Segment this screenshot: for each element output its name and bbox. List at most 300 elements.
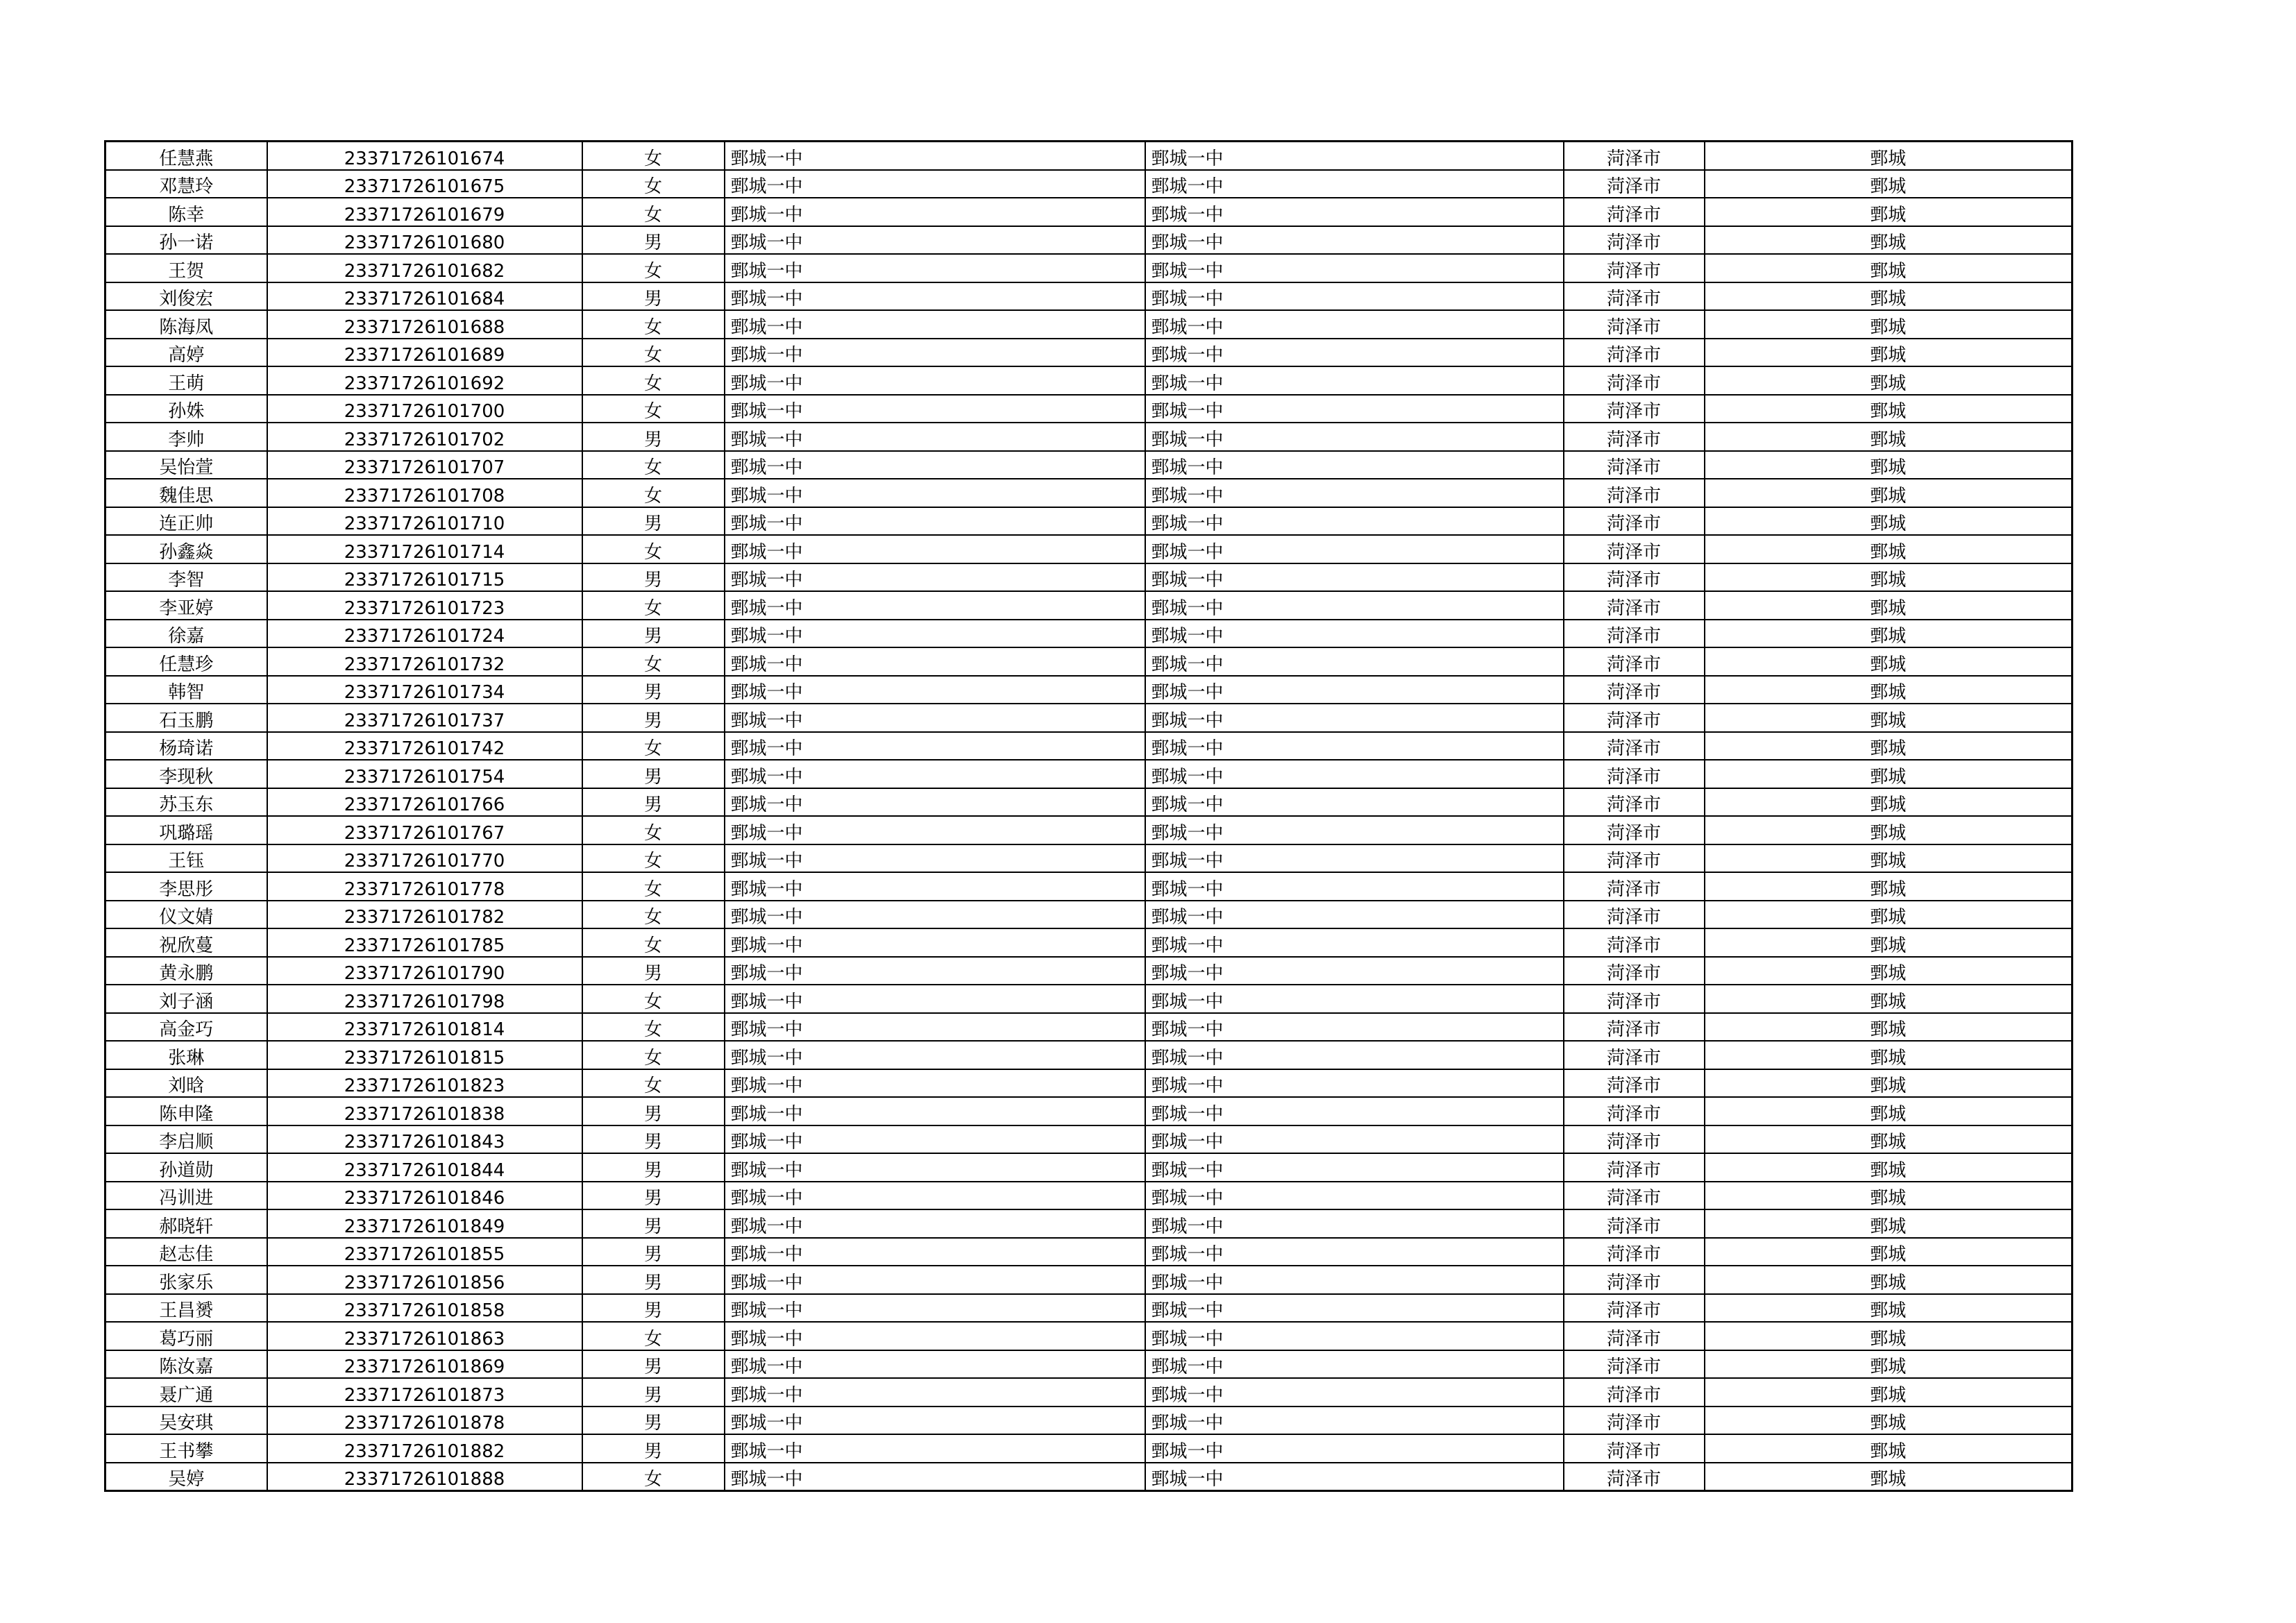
registration-site-cell: 鄄城一中 xyxy=(1145,1407,1564,1435)
exam-number-cell: 23371726101679 xyxy=(267,198,582,226)
school-cell: 鄄城一中 xyxy=(725,620,1145,648)
school-cell: 鄄城一中 xyxy=(725,395,1145,423)
exam-number-cell: 23371726101675 xyxy=(267,170,582,198)
exam-number-cell: 23371726101766 xyxy=(267,788,582,817)
gender-cell: 男 xyxy=(582,1238,725,1266)
registration-site-cell: 鄄城一中 xyxy=(1145,1153,1564,1182)
county-cell: 鄄城 xyxy=(1705,198,2073,226)
gender-cell: 男 xyxy=(582,563,725,592)
student-name-cell: 连正帅 xyxy=(105,507,267,536)
gender-cell: 女 xyxy=(582,366,725,395)
registration-site-cell: 鄄城一中 xyxy=(1145,226,1564,255)
county-cell: 鄄城 xyxy=(1705,1097,2073,1125)
county-cell: 鄄城 xyxy=(1705,282,2073,311)
gender-cell: 女 xyxy=(582,339,725,367)
city-cell: 菏泽市 xyxy=(1564,451,1705,479)
table-row xyxy=(105,1407,2073,1435)
city-cell: 菏泽市 xyxy=(1564,1322,1705,1350)
county-cell: 鄄城 xyxy=(1705,1350,2073,1379)
gender-cell: 女 xyxy=(582,1322,725,1350)
registration-site-cell: 鄄城一中 xyxy=(1145,1125,1564,1154)
school-cell: 鄄城一中 xyxy=(725,1266,1145,1294)
school-cell: 鄄城一中 xyxy=(725,1013,1145,1042)
gender-cell: 男 xyxy=(582,1294,725,1323)
gender-cell: 男 xyxy=(582,1153,725,1182)
county-cell: 鄄城 xyxy=(1705,1125,2073,1154)
school-cell: 鄄城一中 xyxy=(725,1125,1145,1154)
city-cell: 菏泽市 xyxy=(1564,985,1705,1013)
exam-number-cell: 23371726101856 xyxy=(267,1266,582,1294)
registration-site-cell: 鄄城一中 xyxy=(1145,395,1564,423)
school-cell: 鄄城一中 xyxy=(725,1378,1145,1407)
gender-cell: 女 xyxy=(582,872,725,901)
county-cell: 鄄城 xyxy=(1705,142,2073,170)
county-cell: 鄄城 xyxy=(1705,1266,2073,1294)
student-name-cell: 吴怡萱 xyxy=(105,451,267,479)
county-cell: 鄄城 xyxy=(1705,816,2073,844)
gender-cell: 女 xyxy=(582,591,725,620)
school-cell: 鄄城一中 xyxy=(725,451,1145,479)
exam-number-cell: 23371726101873 xyxy=(267,1378,582,1407)
city-cell: 菏泽市 xyxy=(1564,957,1705,985)
city-cell: 菏泽市 xyxy=(1564,395,1705,423)
registration-site-cell: 鄄城一中 xyxy=(1145,423,1564,451)
table-row xyxy=(105,282,2073,311)
school-cell: 鄄城一中 xyxy=(725,1182,1145,1210)
exam-number-cell: 23371726101680 xyxy=(267,226,582,255)
county-cell: 鄄城 xyxy=(1705,704,2073,732)
school-cell: 鄄城一中 xyxy=(725,563,1145,592)
city-cell: 菏泽市 xyxy=(1564,1069,1705,1098)
school-cell: 鄄城一中 xyxy=(725,366,1145,395)
city-cell: 菏泽市 xyxy=(1564,423,1705,451)
exam-number-cell: 23371726101707 xyxy=(267,451,582,479)
gender-cell: 女 xyxy=(582,535,725,563)
exam-number-cell: 23371726101723 xyxy=(267,591,582,620)
gender-cell: 女 xyxy=(582,198,725,226)
student-name-cell: 王钰 xyxy=(105,844,267,873)
city-cell: 菏泽市 xyxy=(1564,1463,1705,1491)
table-row xyxy=(105,901,2073,929)
exam-number-cell: 23371726101815 xyxy=(267,1041,582,1069)
student-name-cell: 陈申隆 xyxy=(105,1097,267,1125)
table-row xyxy=(105,1350,2073,1379)
exam-number-cell: 23371726101724 xyxy=(267,620,582,648)
city-cell: 菏泽市 xyxy=(1564,142,1705,170)
registration-site-cell: 鄄城一中 xyxy=(1145,198,1564,226)
school-cell: 鄄城一中 xyxy=(725,1097,1145,1125)
student-name-cell: 张琳 xyxy=(105,1041,267,1069)
gender-cell: 男 xyxy=(582,620,725,648)
school-cell: 鄄城一中 xyxy=(725,816,1145,844)
registration-site-cell: 鄄城一中 xyxy=(1145,1069,1564,1098)
exam-number-cell: 23371726101843 xyxy=(267,1125,582,1154)
table-row xyxy=(105,1266,2073,1294)
gender-cell: 女 xyxy=(582,254,725,282)
registration-site-cell: 鄄城一中 xyxy=(1145,339,1564,367)
city-cell: 菏泽市 xyxy=(1564,1294,1705,1323)
table-row xyxy=(105,479,2073,507)
student-name-cell: 冯训进 xyxy=(105,1182,267,1210)
table-row xyxy=(105,339,2073,367)
student-name-cell: 孙姝 xyxy=(105,395,267,423)
table-row xyxy=(105,310,2073,339)
registration-site-cell: 鄄城一中 xyxy=(1145,928,1564,957)
exam-number-cell: 23371726101869 xyxy=(267,1350,582,1379)
table-row xyxy=(105,254,2073,282)
table-row xyxy=(105,732,2073,760)
city-cell: 菏泽市 xyxy=(1564,1125,1705,1154)
exam-number-cell: 23371726101737 xyxy=(267,704,582,732)
city-cell: 菏泽市 xyxy=(1564,563,1705,592)
school-cell: 鄄城一中 xyxy=(725,732,1145,760)
city-cell: 菏泽市 xyxy=(1564,620,1705,648)
student-name-cell: 李现秋 xyxy=(105,760,267,788)
exam-number-cell: 23371726101754 xyxy=(267,760,582,788)
city-cell: 菏泽市 xyxy=(1564,1153,1705,1182)
exam-number-cell: 23371726101838 xyxy=(267,1097,582,1125)
county-cell: 鄄城 xyxy=(1705,1013,2073,1042)
table-row xyxy=(105,704,2073,732)
student-name-cell: 仪文婧 xyxy=(105,901,267,929)
city-cell: 菏泽市 xyxy=(1564,254,1705,282)
table-row xyxy=(105,1238,2073,1266)
county-cell: 鄄城 xyxy=(1705,254,2073,282)
city-cell: 菏泽市 xyxy=(1564,591,1705,620)
city-cell: 菏泽市 xyxy=(1564,198,1705,226)
table-row xyxy=(105,366,2073,395)
county-cell: 鄄城 xyxy=(1705,647,2073,676)
registration-site-cell: 鄄城一中 xyxy=(1145,957,1564,985)
student-name-cell: 聂广通 xyxy=(105,1378,267,1407)
registration-site-cell: 鄄城一中 xyxy=(1145,310,1564,339)
gender-cell: 男 xyxy=(582,1378,725,1407)
county-cell: 鄄城 xyxy=(1705,957,2073,985)
city-cell: 菏泽市 xyxy=(1564,1209,1705,1238)
exam-number-cell: 23371726101684 xyxy=(267,282,582,311)
county-cell: 鄄城 xyxy=(1705,170,2073,198)
student-name-cell: 王贺 xyxy=(105,254,267,282)
city-cell: 菏泽市 xyxy=(1564,816,1705,844)
exam-number-cell: 23371726101849 xyxy=(267,1209,582,1238)
city-cell: 菏泽市 xyxy=(1564,676,1705,704)
city-cell: 菏泽市 xyxy=(1564,1041,1705,1069)
student-name-cell: 李启顺 xyxy=(105,1125,267,1154)
gender-cell: 女 xyxy=(582,170,725,198)
gender-cell: 男 xyxy=(582,957,725,985)
table-row xyxy=(105,395,2073,423)
student-name-cell: 刘子涵 xyxy=(105,985,267,1013)
school-cell: 鄄城一中 xyxy=(725,310,1145,339)
county-cell: 鄄城 xyxy=(1705,1434,2073,1463)
registration-site-cell: 鄄城一中 xyxy=(1145,479,1564,507)
county-cell: 鄄城 xyxy=(1705,788,2073,817)
county-cell: 鄄城 xyxy=(1705,1041,2073,1069)
school-cell: 鄄城一中 xyxy=(725,535,1145,563)
registration-site-cell: 鄄城一中 xyxy=(1145,676,1564,704)
school-cell: 鄄城一中 xyxy=(725,928,1145,957)
gender-cell: 女 xyxy=(582,985,725,1013)
student-name-cell: 陈海凤 xyxy=(105,310,267,339)
city-cell: 菏泽市 xyxy=(1564,872,1705,901)
student-name-cell: 石玉鹏 xyxy=(105,704,267,732)
gender-cell: 女 xyxy=(582,928,725,957)
table-row xyxy=(105,1125,2073,1154)
school-cell: 鄄城一中 xyxy=(725,872,1145,901)
gender-cell: 男 xyxy=(582,226,725,255)
city-cell: 菏泽市 xyxy=(1564,704,1705,732)
registration-site-cell: 鄄城一中 xyxy=(1145,1266,1564,1294)
table-row xyxy=(105,1209,2073,1238)
registration-site-cell: 鄄城一中 xyxy=(1145,1378,1564,1407)
county-cell: 鄄城 xyxy=(1705,366,2073,395)
table-row xyxy=(105,1378,2073,1407)
registration-site-cell: 鄄城一中 xyxy=(1145,872,1564,901)
registration-site-cell: 鄄城一中 xyxy=(1145,1350,1564,1379)
gender-cell: 男 xyxy=(582,1097,725,1125)
school-cell: 鄄城一中 xyxy=(725,423,1145,451)
city-cell: 菏泽市 xyxy=(1564,647,1705,676)
school-cell: 鄄城一中 xyxy=(725,1434,1145,1463)
school-cell: 鄄城一中 xyxy=(725,901,1145,929)
gender-cell: 女 xyxy=(582,647,725,676)
exam-number-cell: 23371726101844 xyxy=(267,1153,582,1182)
county-cell: 鄄城 xyxy=(1705,1182,2073,1210)
city-cell: 菏泽市 xyxy=(1564,844,1705,873)
county-cell: 鄄城 xyxy=(1705,1153,2073,1182)
city-cell: 菏泽市 xyxy=(1564,732,1705,760)
table-row xyxy=(105,844,2073,873)
city-cell: 菏泽市 xyxy=(1564,1013,1705,1042)
county-cell: 鄄城 xyxy=(1705,1294,2073,1323)
table-row xyxy=(105,1069,2073,1098)
table-row xyxy=(105,563,2073,592)
student-name-cell: 王萌 xyxy=(105,366,267,395)
student-name-cell: 魏佳思 xyxy=(105,479,267,507)
student-name-cell: 邓慧玲 xyxy=(105,170,267,198)
student-name-cell: 吴婷 xyxy=(105,1463,267,1491)
student-name-cell: 孙鑫焱 xyxy=(105,535,267,563)
student-name-cell: 韩智 xyxy=(105,676,267,704)
county-cell: 鄄城 xyxy=(1705,395,2073,423)
table-row xyxy=(105,1097,2073,1125)
city-cell: 菏泽市 xyxy=(1564,226,1705,255)
gender-cell: 男 xyxy=(582,760,725,788)
registration-site-cell: 鄄城一中 xyxy=(1145,254,1564,282)
table-row xyxy=(105,647,2073,676)
county-cell: 鄄城 xyxy=(1705,1322,2073,1350)
registration-site-cell: 鄄城一中 xyxy=(1145,1238,1564,1266)
exam-number-cell: 23371726101855 xyxy=(267,1238,582,1266)
county-cell: 鄄城 xyxy=(1705,1209,2073,1238)
gender-cell: 女 xyxy=(582,844,725,873)
exam-number-cell: 23371726101778 xyxy=(267,872,582,901)
school-cell: 鄄城一中 xyxy=(725,254,1145,282)
exam-number-cell: 23371726101674 xyxy=(267,142,582,170)
gender-cell: 女 xyxy=(582,1463,725,1491)
city-cell: 菏泽市 xyxy=(1564,1378,1705,1407)
school-cell: 鄄城一中 xyxy=(725,1238,1145,1266)
gender-cell: 男 xyxy=(582,1350,725,1379)
city-cell: 菏泽市 xyxy=(1564,479,1705,507)
table-row xyxy=(105,1434,2073,1463)
exam-number-cell: 23371726101798 xyxy=(267,985,582,1013)
city-cell: 菏泽市 xyxy=(1564,1182,1705,1210)
county-cell: 鄄城 xyxy=(1705,1069,2073,1098)
table-row xyxy=(105,1463,2073,1491)
registration-site-cell: 鄄城一中 xyxy=(1145,1322,1564,1350)
registration-site-cell: 鄄城一中 xyxy=(1145,760,1564,788)
gender-cell: 女 xyxy=(582,451,725,479)
exam-number-cell: 23371726101863 xyxy=(267,1322,582,1350)
school-cell: 鄄城一中 xyxy=(725,479,1145,507)
county-cell: 鄄城 xyxy=(1705,620,2073,648)
exam-number-cell: 23371726101689 xyxy=(267,339,582,367)
city-cell: 菏泽市 xyxy=(1564,760,1705,788)
registration-site-cell: 鄄城一中 xyxy=(1145,788,1564,817)
gender-cell: 女 xyxy=(582,732,725,760)
school-cell: 鄄城一中 xyxy=(725,676,1145,704)
exam-number-cell: 23371726101846 xyxy=(267,1182,582,1210)
student-name-cell: 刘俊宏 xyxy=(105,282,267,311)
student-name-cell: 吴安琪 xyxy=(105,1407,267,1435)
student-name-cell: 李帅 xyxy=(105,423,267,451)
registration-site-cell: 鄄城一中 xyxy=(1145,142,1564,170)
exam-number-cell: 23371726101858 xyxy=(267,1294,582,1323)
school-cell: 鄄城一中 xyxy=(725,1322,1145,1350)
school-cell: 鄄城一中 xyxy=(725,788,1145,817)
student-name-cell: 李思彤 xyxy=(105,872,267,901)
county-cell: 鄄城 xyxy=(1705,1238,2073,1266)
gender-cell: 女 xyxy=(582,1069,725,1098)
table-row xyxy=(105,1013,2073,1042)
exam-number-cell: 23371726101782 xyxy=(267,901,582,929)
table-row xyxy=(105,1322,2073,1350)
exam-number-cell: 23371726101700 xyxy=(267,395,582,423)
registration-site-cell: 鄄城一中 xyxy=(1145,535,1564,563)
school-cell: 鄄城一中 xyxy=(725,844,1145,873)
gender-cell: 女 xyxy=(582,310,725,339)
county-cell: 鄄城 xyxy=(1705,1407,2073,1435)
registration-site-cell: 鄄城一中 xyxy=(1145,170,1564,198)
school-cell: 鄄城一中 xyxy=(725,985,1145,1013)
registration-site-cell: 鄄城一中 xyxy=(1145,1434,1564,1463)
county-cell: 鄄城 xyxy=(1705,226,2073,255)
exam-number-cell: 23371726101767 xyxy=(267,816,582,844)
exam-number-cell: 23371726101692 xyxy=(267,366,582,395)
city-cell: 菏泽市 xyxy=(1564,1434,1705,1463)
school-cell: 鄄城一中 xyxy=(725,1153,1145,1182)
county-cell: 鄄城 xyxy=(1705,310,2073,339)
city-cell: 菏泽市 xyxy=(1564,535,1705,563)
student-name-cell: 高婷 xyxy=(105,339,267,367)
registration-site-cell: 鄄城一中 xyxy=(1145,1209,1564,1238)
table-body xyxy=(105,142,2073,1491)
student-name-cell: 王昌赟 xyxy=(105,1294,267,1323)
county-cell: 鄄城 xyxy=(1705,563,2073,592)
student-name-cell: 葛巧丽 xyxy=(105,1322,267,1350)
gender-cell: 男 xyxy=(582,1125,725,1154)
gender-cell: 男 xyxy=(582,704,725,732)
city-cell: 菏泽市 xyxy=(1564,507,1705,536)
registration-site-cell: 鄄城一中 xyxy=(1145,366,1564,395)
table-row xyxy=(105,170,2073,198)
table-row xyxy=(105,872,2073,901)
registration-site-cell: 鄄城一中 xyxy=(1145,1097,1564,1125)
gender-cell: 女 xyxy=(582,816,725,844)
table-row xyxy=(105,423,2073,451)
exam-number-cell: 23371726101734 xyxy=(267,676,582,704)
school-cell: 鄄城一中 xyxy=(725,1407,1145,1435)
roster-table xyxy=(104,140,2073,1492)
school-cell: 鄄城一中 xyxy=(725,704,1145,732)
exam-number-cell: 23371726101732 xyxy=(267,647,582,676)
registration-site-cell: 鄄城一中 xyxy=(1145,282,1564,311)
table-row xyxy=(105,142,2073,170)
registration-site-cell: 鄄城一中 xyxy=(1145,1294,1564,1323)
city-cell: 菏泽市 xyxy=(1564,310,1705,339)
city-cell: 菏泽市 xyxy=(1564,282,1705,311)
student-name-cell: 杨琦诺 xyxy=(105,732,267,760)
gender-cell: 女 xyxy=(582,901,725,929)
student-name-cell: 陈幸 xyxy=(105,198,267,226)
exam-number-cell: 23371726101770 xyxy=(267,844,582,873)
registration-site-cell: 鄄城一中 xyxy=(1145,1463,1564,1491)
exam-number-cell: 23371726101790 xyxy=(267,957,582,985)
exam-number-cell: 23371726101714 xyxy=(267,535,582,563)
table-row xyxy=(105,957,2073,985)
gender-cell: 女 xyxy=(582,395,725,423)
exam-number-cell: 23371726101682 xyxy=(267,254,582,282)
exam-number-cell: 23371726101742 xyxy=(267,732,582,760)
registration-site-cell: 鄄城一中 xyxy=(1145,620,1564,648)
county-cell: 鄄城 xyxy=(1705,928,2073,957)
county-cell: 鄄城 xyxy=(1705,760,2073,788)
gender-cell: 男 xyxy=(582,788,725,817)
table-row xyxy=(105,1182,2073,1210)
table-row xyxy=(105,985,2073,1013)
table-row xyxy=(105,535,2073,563)
county-cell: 鄄城 xyxy=(1705,901,2073,929)
county-cell: 鄄城 xyxy=(1705,423,2073,451)
table-row xyxy=(105,676,2073,704)
exam-number-cell: 23371726101823 xyxy=(267,1069,582,1098)
county-cell: 鄄城 xyxy=(1705,1378,2073,1407)
gender-cell: 女 xyxy=(582,142,725,170)
city-cell: 菏泽市 xyxy=(1564,788,1705,817)
registration-site-cell: 鄄城一中 xyxy=(1145,985,1564,1013)
exam-number-cell: 23371726101814 xyxy=(267,1013,582,1042)
county-cell: 鄄城 xyxy=(1705,872,2073,901)
student-name-cell: 张家乐 xyxy=(105,1266,267,1294)
student-name-cell: 高金巧 xyxy=(105,1013,267,1042)
table-row xyxy=(105,816,2073,844)
city-cell: 菏泽市 xyxy=(1564,1097,1705,1125)
school-cell: 鄄城一中 xyxy=(725,170,1145,198)
school-cell: 鄄城一中 xyxy=(725,1350,1145,1379)
registration-site-cell: 鄄城一中 xyxy=(1145,1041,1564,1069)
school-cell: 鄄城一中 xyxy=(725,1294,1145,1323)
gender-cell: 女 xyxy=(582,479,725,507)
exam-number-cell: 23371726101882 xyxy=(267,1434,582,1463)
city-cell: 菏泽市 xyxy=(1564,366,1705,395)
gender-cell: 男 xyxy=(582,1182,725,1210)
gender-cell: 男 xyxy=(582,1209,725,1238)
gender-cell: 男 xyxy=(582,1434,725,1463)
student-name-cell: 任慧燕 xyxy=(105,142,267,170)
registration-site-cell: 鄄城一中 xyxy=(1145,1182,1564,1210)
student-name-cell: 李亚婷 xyxy=(105,591,267,620)
